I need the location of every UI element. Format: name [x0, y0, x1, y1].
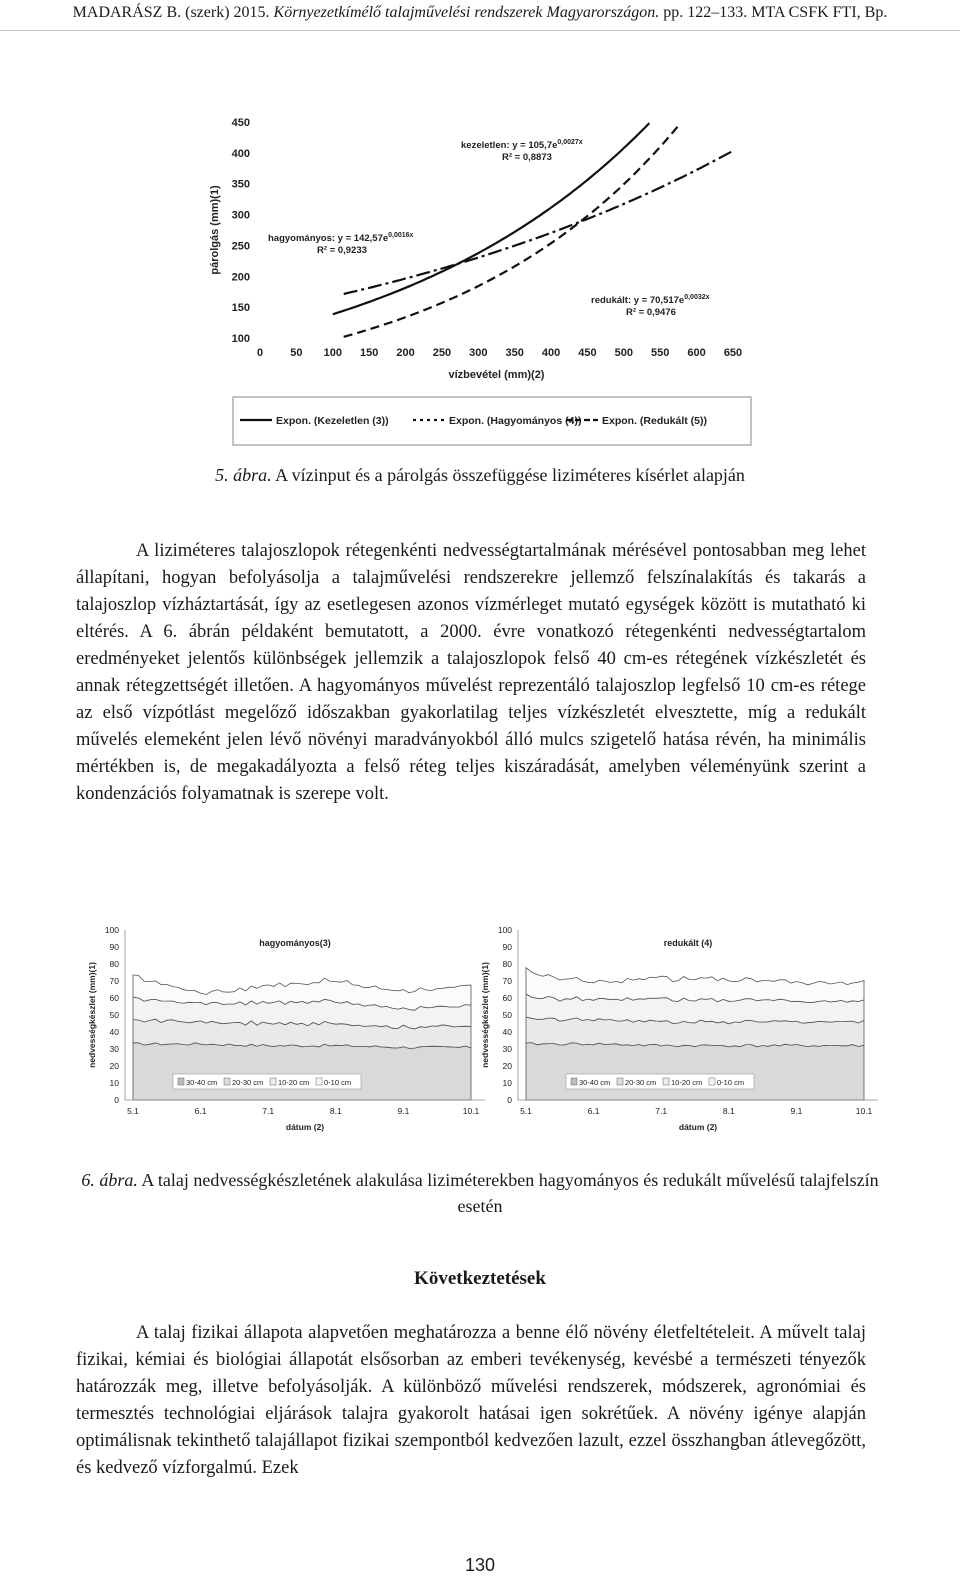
- y-tick-label: 100: [497, 925, 512, 935]
- area-layer-0: [526, 1043, 864, 1100]
- x-tick-label: 50: [290, 347, 303, 359]
- figure-6-caption: [80, 1167, 880, 1219]
- figure-6-chart-hagyomanyos: [85, 918, 495, 1143]
- y-tick-label: 50: [502, 1010, 512, 1020]
- x-tick-label: 8.1: [722, 1106, 735, 1116]
- x-tick-label: 7.1: [655, 1106, 668, 1116]
- y-tick-label: 70: [109, 976, 119, 986]
- y-tick-label: 60: [109, 993, 119, 1003]
- legend-swatch-0: [571, 1078, 577, 1085]
- legend-swatch-3: [316, 1078, 322, 1085]
- x-tick-label: 450: [578, 347, 597, 359]
- hagyomanyos-equation: hagyományos: $y = 142,57e^{0,0016x}$: [268, 232, 414, 244]
- y-tick-label: 350: [231, 178, 250, 191]
- body-paragraph-2: A talaj fizikai állapota alapvetően meghatározza a benne élő növény életfeltételeit. A művelt talaj fizikai, kémiai és biológiai állapotát elsősorban az emberi tevékenység, kevésbé a természeti tényezők határozzák meg, illetve befolyásolják. A különböző művelési rendszerek, módszerek, agronómiai és termesztés technológiai eljárások talajra gyakorolt hatásai igen sokrétűek. A növény igénye alapján optimálisnak tekinthető talajállapot fizikai szempontból kedvezően lazult, ezzel összhangban átlevegőzött, és kedvező vízforgalmú. Ezek: [76, 1323, 866, 1478]
- x-tick-label: 550: [651, 347, 670, 359]
- x-tick-label: 5.1: [127, 1106, 139, 1116]
- legend-swatch-3: [709, 1078, 715, 1085]
- hagyomanyos-r2: R² = 0,9233: [317, 245, 367, 256]
- figure-5-caption-label: 5. ábra.: [215, 465, 272, 485]
- x-tick-label: 0: [256, 347, 264, 359]
- y-tick-label: 70: [502, 976, 512, 986]
- y-tick-label: 80: [109, 959, 119, 969]
- y-tick-label: 200: [231, 271, 250, 284]
- legend-label-2: 10-20 cm: [278, 1078, 310, 1087]
- x-tick-label: 150: [359, 347, 379, 359]
- x-tick-label: 9.1: [790, 1106, 803, 1116]
- header-rule: [0, 30, 960, 31]
- x-axis-label: dátum (2): [678, 1122, 718, 1132]
- y-tick-label: 90: [109, 942, 119, 952]
- x-tick-label: 8.1: [329, 1106, 342, 1116]
- x-tick-label: 250: [432, 347, 452, 359]
- legend-label-2: Expon. (Redukált (5)): [602, 415, 708, 427]
- x-tick-label: 7.1: [262, 1106, 275, 1116]
- y-tick-label: 10: [502, 1078, 512, 1088]
- y-tick-label: 80: [502, 959, 512, 969]
- y-tick-label: 100: [231, 333, 250, 345]
- legend-swatch-0: [178, 1078, 184, 1085]
- x-tick-label: 9.1: [397, 1106, 410, 1116]
- body-paragraph-1: A liziméteres talajoszlopok rétegenkénti nedvességtartalmának mérésével pontosabban meg lehet állapítani, hogyan befolyásolja a talajművelési rendszerekre jellemző felszínalakítás és takarás a talajoszlop vízháztartását, így az esetlegesen azonos vízmérleget mutató egységek között is mutatható ki eltérés. A 6. ábrán példaként bemutatott, a 2000. évre vonatkozó rétegenkénti nedvességtartalom eredményeket jelentős különbségek jellemzik a talajoszlopok felső 40 cm-es rétegének vízkészletét és annak rétegzettségét illetően. A hagyományos művelést reprezentáló talajoszlop legfelső 10 cm-es rétege az első vízpótlást megelőző időszakban gyakorlatilag teljes vízkészletét elvesztette, míg a redukált művelés elemeként jelen lévő növényi maradványokból álló mulcs szigetelő hatása révén, ha minimális mértékben is, de megakadályozta a felső réteg teljes kiszáradását, amelyben véleményünk szerint a kondenzációs folyamatnak is szerepe volt.: [76, 541, 866, 804]
- redukalt-r2: R² = 0,9476: [626, 307, 676, 318]
- y-tick-label: 20: [502, 1061, 512, 1071]
- section-heading: Következtetések: [414, 1268, 546, 1289]
- area-layer-0: [133, 1043, 471, 1100]
- x-tick-label: 650: [723, 347, 743, 359]
- redukalt-equation: redukált: $y = 70,517e^{0,0032x}$: [591, 294, 710, 306]
- figure-6-caption-label: 6. ábra.: [81, 1170, 138, 1190]
- y-tick-label: 400: [231, 147, 250, 160]
- legend-label-2: 10-20 cm: [671, 1078, 703, 1087]
- legend-label-1: 20-30 cm: [625, 1078, 657, 1087]
- y-tick-label: 0: [507, 1095, 512, 1105]
- y-tick-label: 90: [502, 942, 512, 952]
- y-tick-label: 100: [104, 925, 119, 935]
- legend-swatch-2: [663, 1078, 669, 1085]
- chart-title: hagyományos(3): [259, 938, 331, 948]
- y-axis-label: nedvességkészlet (mm)(1): [87, 962, 97, 1068]
- kezeletlen-equation: kezeletlen: $y = 105,7e^{0,0027x}$: [461, 139, 583, 151]
- y-tick-label: 20: [109, 1061, 119, 1071]
- y-tick-label: 150: [231, 302, 250, 315]
- x-tick-label: 10.1: [855, 1106, 873, 1116]
- legend-label-0: Expon. (Kezeletlen (3)): [276, 415, 389, 427]
- figure-5-caption: [0, 462, 960, 488]
- header-title: Környezetkímélő talajművelési rendszerek Magyarországon.: [273, 4, 660, 21]
- legend-swatch-1: [617, 1078, 623, 1085]
- kezeletlen-exponent: 0,0027x: [557, 139, 583, 146]
- legend-label-3: 0-10 cm: [324, 1078, 352, 1087]
- figure-6-chart-redukalt: [478, 918, 888, 1143]
- x-axis-label: vízbevétel (mm)(2): [448, 369, 545, 381]
- legend-label-0: 30-40 cm: [579, 1078, 611, 1087]
- header-pages: pp. 122–133. MTA CSFK FTI, Bp.: [663, 4, 888, 21]
- y-tick-label: 60: [502, 993, 512, 1003]
- figure-5-caption-text: A vízinput és a párolgás összefüggése liziméteres kísérlet alapján: [271, 465, 745, 485]
- running-header: [0, 2, 960, 24]
- y-tick-label: 10: [109, 1078, 119, 1088]
- legend-label-1: 20-30 cm: [232, 1078, 264, 1087]
- legend-label-3: 0-10 cm: [717, 1078, 745, 1087]
- hagyomanyos-exponent: 0,0016x: [388, 232, 414, 239]
- y-tick-label: 250: [231, 240, 250, 253]
- x-tick-label: 100: [323, 347, 342, 359]
- x-tick-label: 300: [469, 347, 488, 359]
- y-axis-label: nedvességkészlet (mm)(1): [480, 962, 490, 1068]
- legend-swatch-1: [224, 1078, 230, 1085]
- legend-label-1: Expon. (Hagyományos (4)): [449, 415, 582, 427]
- y-tick-label: 40: [109, 1027, 119, 1037]
- redukalt-exponent: 0,0032x: [684, 294, 710, 301]
- legend-label-0: 30-40 cm: [186, 1078, 218, 1087]
- x-tick-label: 200: [396, 347, 415, 359]
- legend-swatch-2: [270, 1078, 276, 1085]
- y-tick-label: 50: [109, 1010, 119, 1020]
- x-tick-label: 600: [687, 347, 706, 359]
- x-tick-label: 400: [541, 347, 561, 359]
- figure-5-chart: [200, 110, 760, 455]
- figure-6-caption-text: A talaj nedvességkészletének alakulása liziméterekben hagyományos és redukált művelésű talajfelszín esetén: [137, 1170, 879, 1216]
- series-line-1: [344, 151, 733, 294]
- x-tick-label: 350: [505, 347, 524, 359]
- x-tick-label: 5.1: [520, 1106, 532, 1116]
- x-tick-label: 10.1: [462, 1106, 480, 1116]
- y-axis-label: párolgás (mm)(1): [209, 185, 221, 275]
- y-tick-label: 30: [502, 1044, 512, 1054]
- x-tick-label: 6.1: [587, 1106, 600, 1116]
- y-tick-label: 0: [114, 1095, 119, 1105]
- chart-title: redukált (4): [663, 938, 713, 948]
- page-number: 130: [464, 1555, 496, 1575]
- x-tick-label: 6.1: [194, 1106, 207, 1116]
- y-tick-label: 300: [231, 209, 250, 222]
- y-tick-label: 450: [231, 117, 250, 129]
- header-authors: MADARÁSZ B. (szerk) 2015.: [72, 4, 270, 21]
- x-axis-label: dátum (2): [285, 1122, 325, 1132]
- y-tick-label: 30: [109, 1044, 119, 1054]
- x-tick-label: 500: [614, 347, 634, 359]
- kezeletlen-r2: R² = 0,8873: [502, 152, 552, 163]
- y-tick-label: 40: [502, 1027, 512, 1037]
